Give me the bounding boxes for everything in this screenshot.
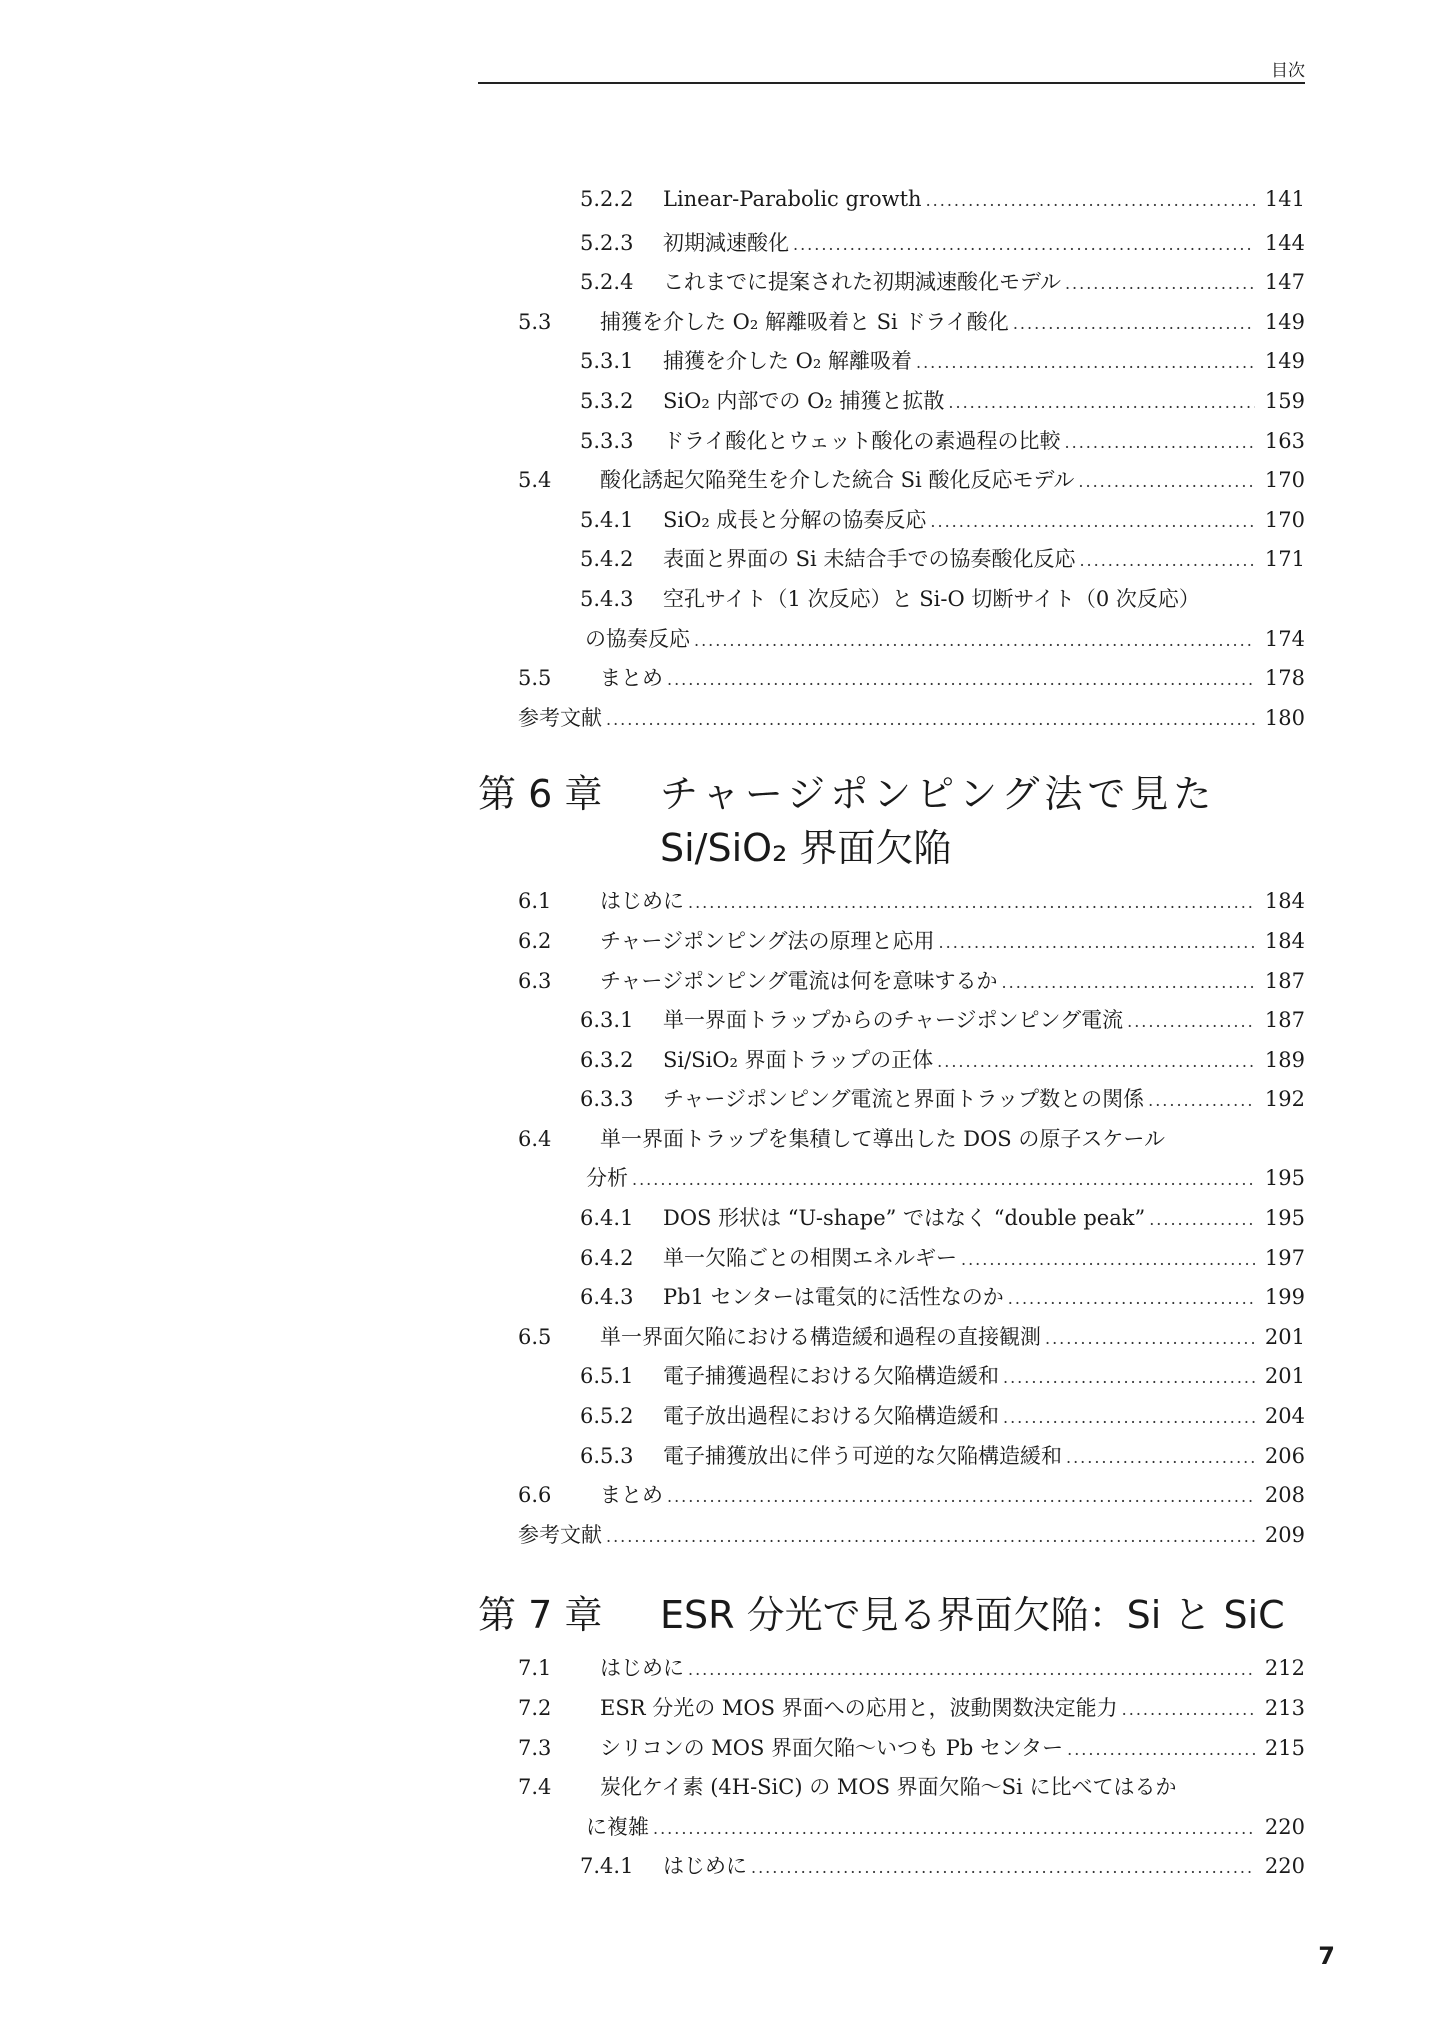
chapter-6-label: 第 6 章 <box>478 772 603 817</box>
toc-entry-title-continued: 分析 <box>586 1166 628 1191</box>
toc-entry-title: 表面と界面の Si 未結合手での協奏酸化反応 <box>663 547 1076 572</box>
toc-entry-title: 炭化ケイ素 (4H-SiC) の MOS 界面欠陥〜Si に比べてはるか <box>600 1775 1177 1800</box>
dot-leader <box>1008 1289 1255 1308</box>
toc-entry-number: 6.4.1 <box>580 1206 634 1231</box>
dot-leader <box>1066 1448 1255 1467</box>
toc-entry <box>478 425 1305 465</box>
toc-entry-page: 192 <box>1264 1087 1305 1112</box>
dot-leader <box>688 1660 1255 1679</box>
toc-entry <box>478 1850 1305 1890</box>
toc-entry-number: 6.5.2 <box>580 1404 634 1429</box>
toc-entry-number: 5.3 <box>518 309 552 334</box>
toc-entry-number: 5.2.2 <box>580 187 634 211</box>
toc-entry-title: 単一界面トラップを集積して導出した DOS の原子スケール <box>600 1126 1165 1151</box>
toc-entry <box>478 1479 1305 1519</box>
dot-leader <box>1065 274 1255 293</box>
toc-entry-number: 7.4.1 <box>580 1854 634 1879</box>
toc-entry-number: 5.4.3 <box>580 586 634 611</box>
toc-entry <box>478 1519 1305 1559</box>
toc-entry-title: SiO₂ 内部での O₂ 捕獲と拡散 <box>663 388 945 413</box>
toc-entry-page: 215 <box>1264 1735 1305 1760</box>
toc-entry-page: 209 <box>1264 1522 1305 1547</box>
toc-entry-number: 6.4 <box>518 1126 552 1151</box>
toc-entry <box>478 504 1305 544</box>
toc-entry-title: これまでに提案された初期減速酸化モデル <box>663 270 1061 295</box>
toc-entry-page: 170 <box>1264 468 1305 493</box>
toc-entry <box>478 1652 1305 1692</box>
toc-entry <box>478 583 1305 623</box>
toc-entry-title: 捕獲を介した O₂ 解離吸着と Si ドライ酸化 <box>600 309 1009 334</box>
toc-entry <box>478 702 1305 742</box>
toc-entry-page: 201 <box>1264 1364 1305 1389</box>
toc-entry-number: 5.4.2 <box>580 547 634 572</box>
dot-leader <box>667 670 1255 689</box>
toc-entry-title-continued: の協奏反応 <box>585 626 690 651</box>
dot-leader <box>1065 433 1255 452</box>
toc-entry-title: 空孔サイト（1 次反応）と Si-O 切断サイト（0 次反応） <box>663 586 1200 611</box>
toc-entry-page: 206 <box>1264 1443 1305 1468</box>
toc-entry-title: ドライ酸化とウェット酸化の素過程の比較 <box>663 428 1061 453</box>
toc-entry-number: 7.1 <box>518 1656 552 1681</box>
toc-entry-title: 初期減速酸化 <box>663 230 789 255</box>
dot-leader <box>1013 314 1255 333</box>
toc-entry-number: 5.3.2 <box>580 388 634 413</box>
toc-entry-page: 141 <box>1264 187 1305 211</box>
toc-entry <box>478 1123 1305 1163</box>
toc-entry-title: 参考文献 <box>518 1522 602 1547</box>
toc-entry <box>478 1044 1305 1084</box>
toc-entry-title-continued: に複雑 <box>586 1814 649 1839</box>
toc-entry-title: Pb1 センターは電気的に活性なのか <box>663 1285 1004 1310</box>
dot-leader <box>948 393 1255 412</box>
dot-leader <box>1003 1368 1255 1387</box>
toc-entry-number: 5.4.1 <box>580 507 634 532</box>
toc-entry-number: 6.5.3 <box>580 1443 634 1468</box>
toc-entry <box>478 187 1305 227</box>
toc-entry-page: 195 <box>1264 1166 1305 1191</box>
toc-entry-title: Si/SiO₂ 界面トラップの正体 <box>663 1047 934 1072</box>
toc-entry-number: 6.3.1 <box>580 1008 634 1033</box>
toc-entry <box>478 543 1305 583</box>
dot-leader <box>916 353 1255 372</box>
dot-leader <box>961 1250 1255 1269</box>
toc-entry-number: 6.4.3 <box>580 1285 634 1310</box>
dot-leader <box>688 893 1255 912</box>
toc-entry <box>478 306 1305 346</box>
toc-entry-title: まとめ <box>600 666 663 691</box>
toc-entry-title: 酸化誘起欠陥発生を介した統合 Si 酸化反応モデル <box>600 468 1075 493</box>
toc-entry-number: 5.2.4 <box>580 270 634 295</box>
toc-entry-page: 171 <box>1264 547 1305 572</box>
dot-leader <box>667 1487 1255 1506</box>
toc-entry-title: チャージポンピング電流と界面トラップ数との関係 <box>663 1087 1145 1112</box>
toc-entry <box>478 1360 1305 1400</box>
dot-leader <box>930 512 1254 531</box>
toc-entry-title: 参考文献 <box>518 705 602 730</box>
toc-entry <box>478 1083 1305 1123</box>
toc-entry <box>478 464 1305 504</box>
chapter-7-heading <box>478 1588 1305 1642</box>
toc-entry-number: 6.4.2 <box>580 1245 634 1270</box>
toc-entry <box>478 1440 1305 1480</box>
toc-entry-title: はじめに <box>663 1854 747 1879</box>
chapter-7-title <box>660 1588 1305 1642</box>
toc-entry <box>478 1004 1305 1044</box>
toc-entry-title: はじめに <box>600 1656 684 1681</box>
chapter-7-label: 第 7 章 <box>478 1593 603 1638</box>
header-rule <box>478 82 1305 84</box>
dot-leader <box>1149 1210 1255 1229</box>
toc-entry <box>478 1202 1305 1242</box>
toc-entry-number: 6.3.2 <box>580 1047 634 1072</box>
dot-leader <box>1078 472 1255 491</box>
toc-entry <box>478 1732 1305 1772</box>
page-number: 7 <box>1318 1942 1335 1970</box>
dot-leader <box>1148 1091 1255 1110</box>
toc-entry-title: 単一欠陥ごとの相関エネルギー <box>663 1245 957 1270</box>
toc-entry <box>478 266 1305 306</box>
toc-entry-title: 電子捕獲放出に伴う可逆的な欠陥構造緩和 <box>663 1443 1062 1468</box>
toc-entry-continuation <box>478 1162 1305 1202</box>
dot-leader <box>1003 1408 1255 1427</box>
toc-entry-page: 187 <box>1264 1008 1305 1033</box>
toc-entry-title: チャージポンピング法の原理と応用 <box>600 928 935 953</box>
dot-leader <box>793 235 1255 254</box>
toc-entry-page: 178 <box>1264 666 1305 691</box>
dot-leader <box>1067 1740 1255 1759</box>
toc-entry-page: 149 <box>1264 309 1305 334</box>
toc-entry-page: 184 <box>1264 889 1305 914</box>
toc-entry-number: 7.3 <box>518 1735 552 1760</box>
toc-entry-title: Linear-Parabolic growth <box>663 187 922 211</box>
chapter-6-title-line2: Si/SiO₂ 界面欠陥 <box>660 826 952 871</box>
chapter-6-heading <box>478 767 1305 875</box>
toc-entry-title: シリコンの MOS 界面欠陥〜いつも Pb センター <box>600 1735 1064 1760</box>
toc-entry <box>478 965 1305 1005</box>
toc-entry <box>478 1400 1305 1440</box>
toc-entry-page: 212 <box>1264 1656 1305 1681</box>
dot-leader <box>751 1858 1255 1877</box>
dot-leader <box>606 710 1255 729</box>
toc-entry-number: 5.3.1 <box>580 349 634 374</box>
toc-entry-number: 5.2.3 <box>580 230 634 255</box>
toc-entry-page: 149 <box>1264 349 1305 374</box>
toc-entry <box>478 885 1305 925</box>
toc-entry-number: 6.5.1 <box>580 1364 634 1389</box>
toc-entry-page: 195 <box>1264 1206 1305 1231</box>
toc-entry <box>478 1771 1305 1811</box>
toc-entry-title: 電子放出過程における欠陥構造緩和 <box>663 1404 999 1429</box>
toc-entry-number: 5.5 <box>518 666 552 691</box>
dot-leader <box>1127 1012 1255 1031</box>
toc-entry-number: 6.2 <box>518 928 552 953</box>
dot-leader <box>939 933 1255 952</box>
dot-leader <box>653 1819 1255 1838</box>
toc-entry-page: 213 <box>1264 1696 1305 1720</box>
toc-entry-page: 197 <box>1264 1245 1305 1270</box>
toc-entry-page: 187 <box>1264 968 1305 993</box>
chapter-6-title <box>660 767 1305 875</box>
toc-entry <box>478 345 1305 385</box>
toc-entry-page: 180 <box>1264 705 1305 730</box>
toc-entry-title: まとめ <box>600 1483 663 1508</box>
toc-entry-continuation <box>478 623 1305 663</box>
dot-leader <box>937 1052 1255 1071</box>
toc-entry-page: 163 <box>1264 428 1305 453</box>
toc-entry-page: 174 <box>1264 626 1305 651</box>
chapter-6-entries <box>478 885 1305 1558</box>
running-header: 目次 <box>1271 61 1305 81</box>
toc-entry <box>478 1321 1305 1361</box>
toc-entry-title: DOS 形状は “U-shape” ではなく “double peak” <box>663 1206 1146 1231</box>
table-of-contents <box>478 187 1305 1890</box>
toc-entry-number: 6.6 <box>518 1483 552 1508</box>
toc-entry-number: 6.3.3 <box>580 1087 634 1112</box>
toc-entry-continuation <box>478 1811 1305 1851</box>
toc-entry <box>478 1281 1305 1321</box>
toc-entry-page: 147 <box>1264 270 1305 295</box>
chapter-7-title-line1: ESR 分光で見る界面欠陥：Si と SiC <box>660 1593 1285 1638</box>
toc-entry-page: 189 <box>1264 1047 1305 1072</box>
dot-leader <box>694 631 1255 650</box>
toc-entry-page: 170 <box>1264 507 1305 532</box>
toc-entry-title: ESR 分光の MOS 界面への応用と，波動関数決定能力 <box>600 1696 1118 1720</box>
toc-entry-number: 6.1 <box>518 889 552 914</box>
toc-entry <box>478 925 1305 965</box>
toc-entry-title: 単一界面欠陥における構造緩和過程の直接観測 <box>600 1324 1041 1349</box>
toc-entry-page: 159 <box>1264 388 1305 413</box>
toc-entry-title: 捕獲を介した O₂ 解離吸着 <box>663 349 912 374</box>
toc-entry-number: 7.4 <box>518 1775 552 1800</box>
toc-entry <box>478 1692 1305 1732</box>
dot-leader <box>1079 551 1254 570</box>
dot-leader <box>632 1170 1255 1189</box>
toc-entry-page: 199 <box>1264 1285 1305 1310</box>
toc-entry <box>478 662 1305 702</box>
toc-entry-number: 5.3.3 <box>580 428 634 453</box>
toc-entry-page: 144 <box>1264 230 1305 255</box>
toc-entry-page: 208 <box>1264 1483 1305 1508</box>
toc-entry-title: 電子捕獲過程における欠陥構造緩和 <box>663 1364 999 1389</box>
toc-entry <box>478 227 1305 267</box>
toc-entry-page: 204 <box>1264 1404 1305 1429</box>
toc-entry-title: 単一界面トラップからのチャージポンピング電流 <box>663 1008 1124 1033</box>
section-5-entries <box>478 187 1305 741</box>
toc-entry <box>478 1242 1305 1282</box>
chapter-7-entries <box>478 1652 1305 1890</box>
toc-entry-page: 184 <box>1264 928 1305 953</box>
toc-entry-title: SiO₂ 成長と分解の協奏反応 <box>663 507 927 532</box>
toc-entry-page: 220 <box>1264 1814 1305 1839</box>
dot-leader <box>926 191 1255 210</box>
dot-leader <box>1045 1329 1255 1348</box>
toc-entry-number: 6.5 <box>518 1324 552 1349</box>
dot-leader <box>1002 973 1255 992</box>
toc-entry-number: 5.4 <box>518 468 552 493</box>
dot-leader <box>1122 1700 1255 1719</box>
toc-entry-page: 220 <box>1264 1854 1305 1879</box>
toc-entry-number: 7.2 <box>518 1696 552 1720</box>
toc-entry-title: チャージポンピング電流は何を意味するか <box>600 968 998 993</box>
toc-entry-title: はじめに <box>600 889 684 914</box>
dot-leader <box>606 1527 1255 1546</box>
toc-entry-number: 6.3 <box>518 968 552 993</box>
chapter-6-title-line1: チャージポンピング法で見た <box>660 772 1217 817</box>
toc-entry <box>478 385 1305 425</box>
toc-entry-page: 201 <box>1264 1324 1305 1349</box>
